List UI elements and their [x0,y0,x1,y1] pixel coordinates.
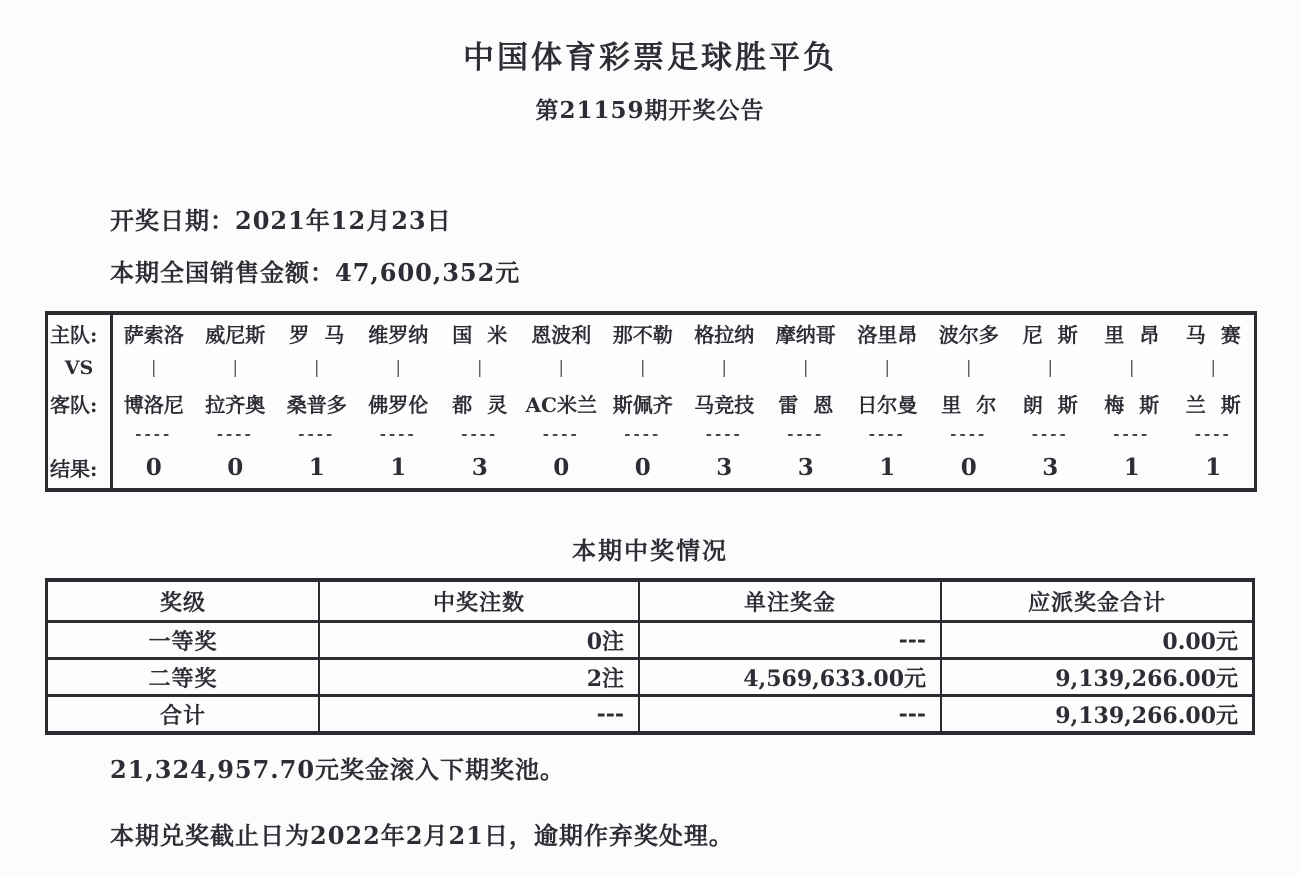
away-team-name: 博洛尼 [123,392,184,417]
away-team-name: 雷 恩 [778,392,834,417]
match-result: 0 [145,454,162,481]
match-column-5 [439,315,521,488]
prize-row-2 [48,657,1252,694]
blank-row-label [48,421,110,447]
away-team-name: AC米兰 [525,392,597,417]
vs-bar: | [150,358,157,378]
vs-bar: | [721,358,728,378]
prize-level: 合计 [159,702,206,729]
home-team-name: 威尼斯 [205,322,266,347]
total-prize-amount: 9,139,266.00元 [940,660,1252,694]
match-result: 3 [797,454,814,481]
home-team-name: 格拉纳 [694,322,755,347]
vs-bar: | [965,358,972,378]
match-column-7 [602,315,684,488]
match-result: 3 [716,454,733,481]
prize-row-1 [48,620,1252,657]
match-result: 1 [879,454,896,481]
away-team-name: 朗 斯 [1022,392,1078,417]
separator-dashes: ---- [542,425,580,443]
away-team-name: 佛罗伦 [368,392,429,417]
match-result: 0 [960,454,977,481]
match-column-14 [1173,315,1255,488]
match-result: 0 [634,454,651,481]
separator-dashes: ---- [950,425,988,443]
prize-column-header-4: 应派奖金合计 [940,582,1252,620]
prize-row-3 [48,694,1252,731]
away-row-label: 客队: [50,392,98,417]
prize-column-header-3: 单注奖金 [638,582,940,620]
winning-count: --- [318,697,638,731]
separator-dashes: ---- [1031,425,1069,443]
redeem-deadline-line: 本期兑奖截止日为2022年2月21日，逾期作弃奖处理。 [110,821,734,850]
home-team-name: 维罗纳 [368,322,429,347]
away-team-name: 拉齐奥 [205,392,266,417]
match-column-10 [847,315,929,488]
match-result: 1 [390,454,407,481]
match-result: 1 [1123,454,1140,481]
home-team-name: 波尔多 [938,322,999,347]
vs-bar: | [1128,358,1135,378]
match-column-11 [928,315,1010,488]
sales-amount-line: 本期全国销售金额：47,600,352元 [110,258,521,287]
total-prize-amount: 9,139,266.00元 [940,697,1252,731]
prize-table-body [48,620,1252,731]
match-result: 1 [308,454,325,481]
separator-dashes: ---- [1194,425,1232,443]
winning-count: 2注 [318,660,638,694]
separator-dashes: ---- [379,425,417,443]
vs-bar: | [1047,358,1054,378]
prize-column-header-2: 中奖注数 [318,582,638,620]
prize-column-header-1: 奖级 [159,589,206,616]
prize-table [45,578,1255,735]
match-result: 1 [1205,454,1222,481]
match-column-8 [684,315,766,488]
single-prize-amount: --- [638,623,940,657]
match-column-2 [195,315,277,488]
home-team-name: 里 昂 [1104,322,1160,347]
separator-dashes: ---- [624,425,662,443]
match-table-row-labels [48,315,113,488]
match-result: 3 [471,454,488,481]
home-team-name: 马 赛 [1185,322,1241,347]
issue-subtitle: 第21159期开奖公告 [535,97,765,124]
vs-bar: | [395,358,402,378]
match-result: 0 [227,454,244,481]
prize-table-header-row [48,582,1252,620]
separator-dashes: ---- [787,425,825,443]
home-team-name: 尼 斯 [1022,322,1078,347]
separator-dashes: ---- [135,425,173,443]
match-result: 3 [1042,454,1059,481]
draw-date-line: 开奖日期：2021年12月23日 [110,206,452,235]
separator-dashes: ---- [868,425,906,443]
match-results-table [45,311,1257,492]
match-column-13 [1091,315,1173,488]
home-team-name: 那不勒 [612,322,673,347]
vs-bar: | [558,358,565,378]
single-prize-amount: --- [638,697,940,731]
page-title: 中国体育彩票足球胜平负 [463,40,837,76]
match-result: 0 [553,454,570,481]
away-team-name: 都 灵 [452,392,508,417]
vs-bar: | [1210,358,1217,378]
vs-row-label: VS [64,357,94,379]
away-team-name: 桑普多 [286,392,347,417]
vs-bar: | [476,358,483,378]
home-team-name: 国 米 [452,322,508,347]
home-team-name: 洛里昂 [857,322,918,347]
away-team-name: 马竞技 [694,392,755,417]
match-column-6 [521,315,603,488]
match-column-1 [113,315,195,488]
match-column-3 [276,315,358,488]
match-columns [113,315,1254,488]
home-row-label: 主队: [50,322,98,347]
away-team-name: 里 尔 [941,392,997,417]
vs-bar: | [313,358,320,378]
home-team-name: 罗 马 [289,322,345,347]
rollover-notice-line: 21,324,957.70元奖金滚入下期奖池。 [110,755,566,784]
match-column-4 [358,315,440,488]
total-prize-amount: 0.00元 [940,623,1252,657]
vs-bar: | [802,358,809,378]
result-row-label: 结果: [50,457,98,481]
match-column-12 [1010,315,1092,488]
home-team-name: 萨索洛 [123,322,184,347]
winning-count: 0注 [318,623,638,657]
home-team-name: 恩波利 [531,322,592,347]
away-team-name: 日尔曼 [857,392,918,417]
vs-bar: | [232,358,239,378]
away-team-name: 斯佩齐 [612,392,673,417]
away-team-name: 兰 斯 [1185,392,1241,417]
separator-dashes: ---- [216,425,254,443]
match-column-9 [765,315,847,488]
separator-dashes: ---- [298,425,336,443]
vs-bar: | [639,358,646,378]
single-prize-amount: 4,569,633.00元 [638,660,940,694]
prize-level: 一等奖 [148,628,218,655]
home-team-name: 摩纳哥 [775,322,836,347]
vs-bar: | [884,358,891,378]
separator-dashes: ---- [461,425,499,443]
prize-level: 二等奖 [148,665,218,692]
away-team-name: 梅 斯 [1104,392,1160,417]
separator-dashes: ---- [1113,425,1151,443]
winning-section-title: 本期中奖情况 [572,536,728,565]
separator-dashes: ---- [705,425,743,443]
